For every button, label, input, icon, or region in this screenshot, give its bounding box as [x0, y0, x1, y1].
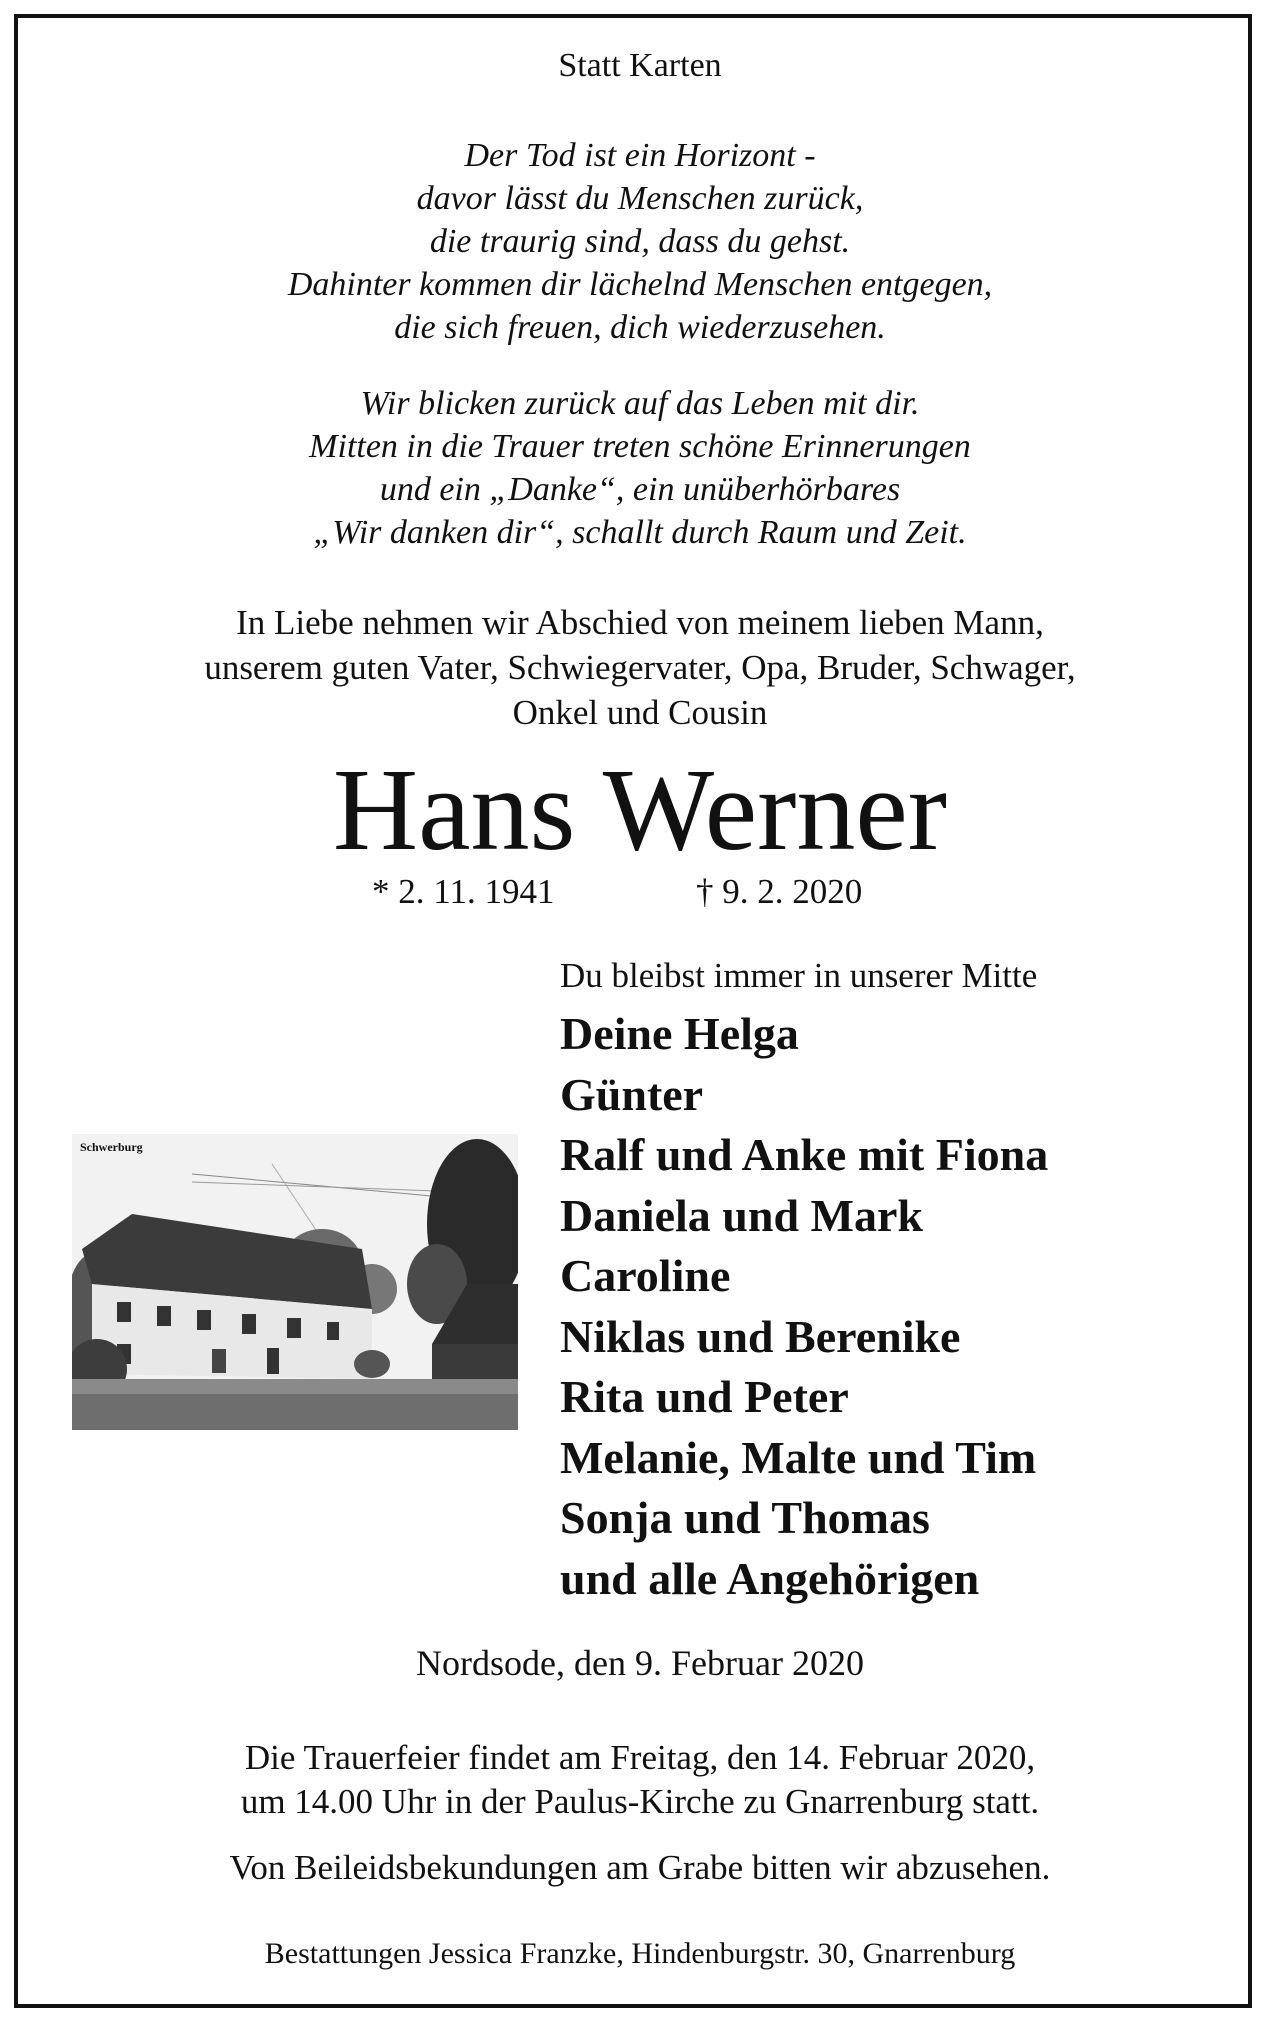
poem-line: die traurig sind, dass du gehst.	[429, 223, 851, 260]
family-member: Daniela und Mark	[560, 1189, 923, 1241]
poem-line: die sich freuen, dich wiederzusehen.	[394, 309, 886, 346]
birth-date: * 2. 11. 1941	[372, 872, 555, 911]
poem-stanza-1	[18, 134, 1262, 349]
farmhouse-illustration	[72, 1134, 518, 1430]
poem-line: davor lässt du Menschen zurück,	[416, 180, 864, 217]
undertaker-info: Bestattungen Jessica Franzke, Hindenburgstr. 30, Gnarrenburg	[264, 1937, 1016, 1970]
service-line: Die Trauerfeier findet am Freitag, den 14. Februar 2020,	[244, 1738, 1036, 1777]
header-text: Statt Karten	[558, 47, 722, 84]
poem-line: und ein „Danke“, ein unüberhörbares	[379, 471, 901, 508]
family-member: Deine Helga	[560, 1008, 799, 1059]
poem-line: Mitten in die Trauer treten schöne Erinnerungen	[309, 428, 971, 465]
family-member: Caroline	[560, 1250, 731, 1301]
deceased-name: Hans Werner	[332, 744, 948, 875]
photo-caption: Schwerburg	[80, 1140, 143, 1154]
family-member: Melanie, Malte und Tim	[560, 1431, 1037, 1483]
farmhouse-photo	[72, 1134, 518, 1430]
place-date: Nordsode, den 9. Februar 2020	[416, 1643, 864, 1683]
poem-line: Dahinter kommen dir lächelnd Menschen entgegen,	[287, 266, 993, 303]
intro-line: Onkel und Cousin	[512, 693, 768, 732]
poem-line: Wir blicken zurück auf das Leben mit dir.	[360, 385, 920, 422]
family-motto: Du bleibst immer in unserer Mitte	[560, 956, 1038, 995]
intro-line: In Liebe nehmen wir Abschied von meinem lieben Mann,	[236, 603, 1044, 642]
family-member: Ralf und Anke mit Fiona	[560, 1129, 1049, 1180]
poem-line: Der Tod ist ein Horizont -	[464, 137, 816, 174]
poem-line: „Wir danken dir“, schallt durch Raum und Zeit.	[313, 514, 967, 551]
family-member: Rita und Peter	[560, 1371, 849, 1422]
family-member: und alle Angehörigen	[560, 1552, 980, 1604]
funeral-service-info	[18, 1736, 1262, 1824]
family-member: Günter	[560, 1068, 704, 1120]
intro-line: unserem guten Vater, Schwiegervater, Opa, Bruder, Schwager,	[204, 648, 1076, 687]
condolence-note: Von Beileidsbekundungen am Grabe bitten wir abzusehen.	[229, 1848, 1051, 1887]
farewell-intro	[18, 600, 1262, 735]
poem-stanza-2	[18, 382, 1262, 554]
family-member: Niklas und Berenike	[560, 1310, 961, 1362]
family-member: Sonja und Thomas	[560, 1492, 930, 1543]
family-list	[560, 952, 1048, 1609]
death-date: † 9. 2. 2020	[696, 872, 863, 911]
service-line: um 14.00 Uhr in der Paulus-Kirche zu Gnarrenburg statt.	[240, 1782, 1040, 1821]
